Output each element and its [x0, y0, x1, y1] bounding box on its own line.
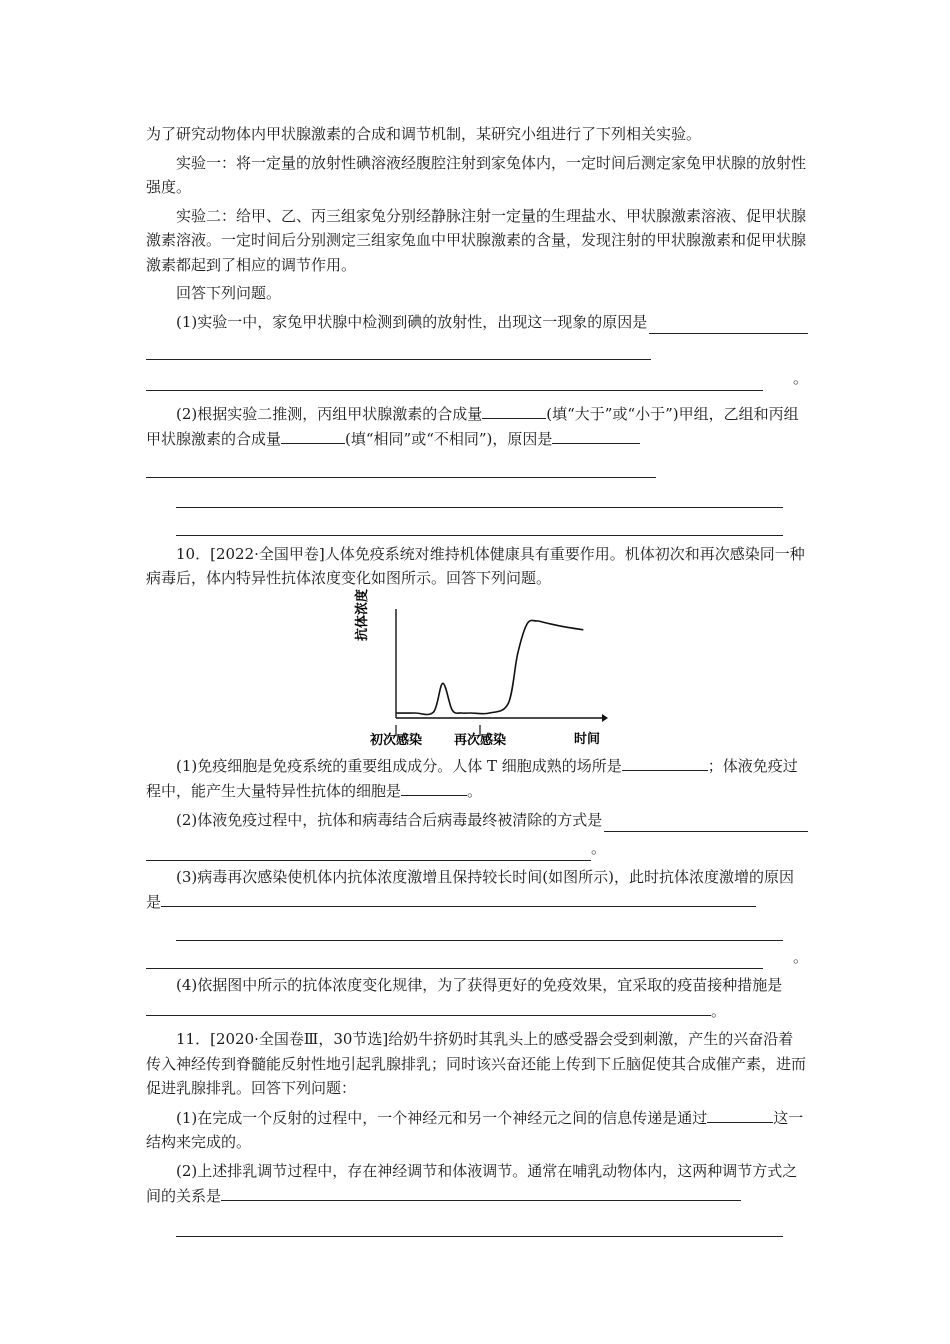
question-9-2 [146, 401, 808, 452]
period-mark: 。 [711, 1001, 727, 1020]
question-10-header: 10．[2022·全国甲卷]人体免疫系统对维持机体健康具有重要作用。机体初次和再次感染同一种病毒后，体内特异性抗体浓度变化如图所示。回答下列问题。 [146, 544, 805, 587]
question-10-1-text-a: (1)免疫细胞是免疫系统的重要组成成分。人体 T 细胞成熟的场所是 [176, 756, 622, 775]
answer-blank[interactable] [552, 426, 640, 444]
answer-blank[interactable] [146, 951, 763, 969]
y-axis-label: 抗体浓度 [355, 588, 370, 641]
question-11-1-text-b: 这一结构来完成的。 [146, 1108, 804, 1151]
answer-line[interactable] [146, 456, 656, 478]
answer-blank[interactable] [622, 753, 708, 771]
question-9-2-text-c: (填“相同”或“不相同”)，原因是 [345, 430, 553, 448]
period-mark: 。 [792, 369, 808, 387]
answer-blank[interactable] [161, 889, 756, 907]
answer-blank[interactable] [146, 843, 591, 861]
experiment-two-text: 实验二：给甲、乙、丙三组家兔分别经静脉注射一定量的生理盐水、甲状腺激素溶液、促甲状腺激素溶液。一定时间后分别测定三组家兔血中甲状腺激素的含量，发现注射的甲状腺激素和促甲状腺激素都起到了相应的调节作用。 [146, 206, 807, 274]
period-mark: 。 [792, 947, 808, 966]
answer-prompt: 回答下列问题。 [176, 284, 282, 302]
answer-blank[interactable] [649, 316, 808, 334]
experiment-one-text: 实验一：将一定量的放射性碘溶液经腹腔注射到家兔体内，一定时间后测定家兔甲状腺的放射性强度。 [146, 153, 807, 196]
annotation-first-infection: 初次感染 [370, 732, 423, 748]
answer-blank[interactable] [707, 1105, 773, 1123]
intro-text: 为了研究动物体内甲状腺激素的合成和调节机制，某研究小组进行了下列相关实验。 [146, 125, 702, 143]
answer-blank[interactable] [482, 401, 546, 419]
answer-blank[interactable] [604, 814, 808, 832]
question-10-3 [146, 865, 808, 915]
question-10-2 [146, 808, 808, 833]
question-10-4-text: (4)依据图中所示的抗体浓度变化规律，为了获得更好的免疫效果，宜采取的疫苗接种措施是 [176, 976, 783, 994]
x-axis-label: 时间 [574, 731, 601, 747]
x-axis-arrow-icon [602, 714, 608, 722]
answer-line[interactable] [146, 338, 651, 360]
question-9-1-text: (1)实验一中，家兔甲状腺中检测到碘的放射性，出现这一现象的原因是 [176, 312, 648, 331]
question-9-2-text-b: (填“大于”或“小于”)甲组，乙组和丙组甲状腺激素的合成量 [146, 404, 799, 448]
annotation-second-infection: 再次感染 [454, 732, 507, 748]
question-11-header: 11．[2020·全国卷Ⅲ，30节选]给奶牛挤奶时其乳头上的感受器会受到刺激，产生的兴奋沿着传入神经传到脊髓能反射性地引起乳腺排乳；同时该兴奋还能上传到下丘脑促使其合成催产素，进而促进乳腺排乳。回答下列问题： [146, 1030, 807, 1097]
answer-line[interactable] [176, 919, 783, 941]
answer-line[interactable] [176, 486, 783, 508]
antibody-concentration-chart [355, 588, 608, 748]
answer-line-row [146, 836, 606, 861]
answer-line-row [146, 945, 808, 970]
question-10-1 [146, 753, 808, 804]
answer-blank[interactable] [281, 426, 345, 444]
question-10-1-text-b: ；体液免疫过程中，能产生大量特异性抗体的细胞是 [146, 756, 798, 800]
question-11-1-text-a: (1)在完成一个反射的过程中，一个神经元和另一个神经元之间的信息传递是通过 [176, 1108, 708, 1127]
question-9-1 [146, 310, 808, 335]
question-11-2 [146, 1159, 808, 1209]
question-10-4 [146, 973, 808, 1023]
document-page [146, 122, 808, 1237]
answer-line[interactable] [176, 1215, 783, 1237]
answer-blank[interactable] [146, 998, 711, 1016]
answer-blank[interactable] [146, 373, 763, 391]
antibody-chart [146, 588, 808, 748]
question-11-1 [146, 1105, 808, 1155]
answer-line[interactable] [176, 514, 783, 536]
period-mark: 。 [590, 839, 606, 857]
question-10-2-text: (2)体液免疫过程中，抗体和病毒结合后病毒最终被清除的方式是 [176, 810, 603, 829]
antibody-curve [396, 620, 583, 714]
answer-blank[interactable] [221, 1183, 741, 1201]
period-mark: 。 [467, 782, 483, 800]
answer-line-row [146, 366, 808, 391]
answer-blank[interactable] [401, 778, 467, 796]
question-9-2-text-a: (2)根据实验二推测，丙组甲状腺激素的合成量 [176, 404, 483, 423]
question-10-3-text: (3)病毒再次感染使机体内抗体浓度激增且保持较长时间(如图所示)，此时抗体浓度激增的原因是 [146, 867, 794, 911]
question-11-2-text: (2)上述排乳调节过程中，存在神经调节和体液调节。通常在哺乳动物体内，这两种调节方式之间的关系是 [146, 1161, 798, 1205]
